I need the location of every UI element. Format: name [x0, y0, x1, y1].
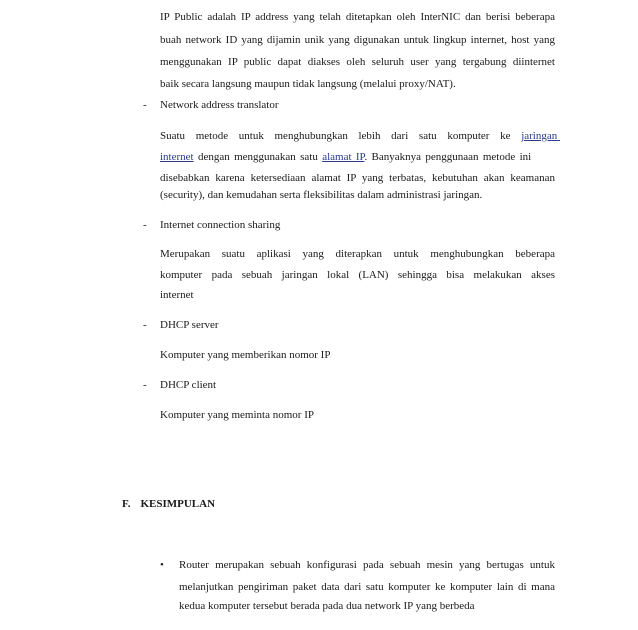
intro-line-4: baik secara langsung maupun tidak langsung (melalui proxy/NAT). [160, 78, 456, 90]
ics-line-2: komputer pada sebuah jaringan lokal (LAN) sehingga bisa melakukan akses [160, 269, 555, 281]
ics-line-3: internet [160, 289, 194, 301]
jaringan-link[interactable]: jaringan [521, 130, 558, 142]
conclusion-line-3: kedua komputer tersebut berada pada dua network IP yang berbeda [179, 600, 475, 612]
section-number: F. [122, 498, 131, 510]
section-heading [122, 497, 215, 511]
alamat-ip-link[interactable]: alamat IP [322, 151, 365, 163]
ics-line-1: Merupakan suatu aplikasi yang diterapkan untuk menghubungkan beberapa [160, 248, 555, 260]
list-dash: - [143, 379, 147, 391]
dhcp-client-desc: Komputer yang meminta nomor IP [160, 409, 314, 421]
nat-line-3: disebabkan karena ketersediaan alamat IP yang terbatas, kebutuhan akan keamanan [160, 172, 555, 184]
dhcp-client-title: DHCP client [160, 379, 217, 391]
bullet-icon: • [160, 559, 164, 571]
nat-title: Network address translator [160, 99, 279, 111]
nat-line-1-text: Suatu metode untuk menghubungkan lebih dari satu komputer ke [160, 130, 522, 142]
dhcp-server-title: DHCP server [160, 319, 219, 331]
ics-title: Internet connection sharing [160, 219, 281, 231]
intro-line-1: IP Public adalah IP address yang telah ditetapkan oleh InterNIC dan berisi beberapa [160, 11, 555, 23]
nat-line-4: (security), dan kemudahan serta fleksibilitas dalam administrasi jaringan. [160, 189, 483, 201]
list-dash: - [143, 99, 147, 111]
nat-line-2-mid: dengan menggunakan satu [193, 151, 323, 163]
conclusion-line-1: Router merupakan sebuah konfigurasi pada sebuah mesin yang bertugas untuk [179, 559, 555, 571]
nat-line-2 [160, 150, 555, 164]
section-title: KESIMPULAN [140, 498, 216, 510]
internet-link[interactable]: internet [160, 151, 194, 163]
intro-line-2: buah network ID yang dijamin unik yang digunakan untuk lingkup internet, host yang [160, 34, 555, 46]
list-dash: - [143, 219, 147, 231]
nat-line-1 [160, 129, 560, 143]
nat-line-2-end: . Banyaknya penggunaan metode ini [364, 151, 532, 163]
dhcp-server-desc: Komputer yang memberikan nomor IP [160, 349, 331, 361]
conclusion-line-2: melanjutkan pengiriman paket data dari satu komputer ke komputer lain di mana [179, 581, 555, 593]
intro-line-3: menggunakan IP public dapat diakses oleh seluruh user yang tergabung diinternet [160, 56, 555, 68]
list-dash: - [143, 319, 147, 331]
